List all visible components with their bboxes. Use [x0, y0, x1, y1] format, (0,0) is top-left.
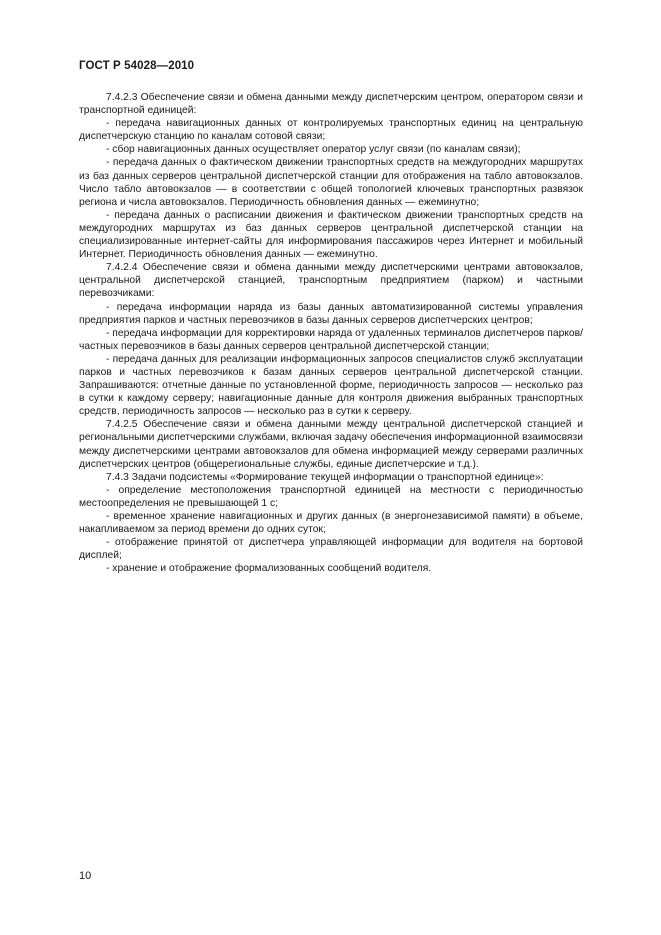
list-item: - передача информации наряда из базы данных автоматизированной системы управления предприятия парков и частных перевозчиков в базы данных серверов диспетчерских центров;: [79, 301, 583, 326]
list-item: - передача данных для реализации информационных запросов специалистов служб эксплуатации парков и частных перевозчиков к базам данных серверов центральной диспетчерской станции. Запрашиваются: отчетные данные по установленной форме, периодичность запросов — несколько раз в сутки к каждому серверу; навигационные данные для контроля движения выбранных транспортных средств, периодичность запросов — несколько раз в сутки к серверу.: [79, 353, 583, 418]
list-item: - отображение принятой от диспетчера управляющей информации для водителя на бортовой дисплей;: [79, 537, 583, 562]
list-item: - передача навигационных данных от контролируемых транспортных единиц на центральную диспетчерскую станцию по каналам сотовой связи;: [79, 118, 583, 143]
list-item: - временное хранение навигационных и других данных (в энергонезависимой памяти) в объеме, накапливаемом за период времени до одних суток;: [79, 511, 583, 536]
section-7-4-2-5-paragraph: 7.4.2.5 Обеспечение связи и обмена данными между центральной диспетчерской станцией и региональными диспетчерскими службами, включая задачу обеспечения информационной взаимосвязи между диспетчерскими центрами автовокзалов для обмена информацией между серверами различных диспетчерских центров (общерегиональные службы, единые диспетчерские и т.д.).: [79, 419, 583, 470]
list-item: - передача информации для корректировки наряда от удаленных терминалов диспетчеров парков/частных перевозчиков в базы данных серверов центральной диспетчерской станции;: [79, 327, 583, 352]
list-item: - передача данных о фактическом движении транспортных средств на междугородних маршрутах из баз данных серверов центральной диспетчерской станции для отображения на табло автовокзалов. Число табло автовокзалов — в соответствии с общей топологией ключевых транспортных развязок региона и числа автовокзалов. Периодичность обновления данных — ежеминутно;: [79, 157, 583, 208]
section-7-4-2-4-heading: 7.4.2.4 Обеспечение связи и обмена данными между диспетчерскими центрами автовокзалов, центральной диспетчерской станцией, транспортным предприятием (парком) и частными перевозчиками:: [79, 262, 583, 300]
list-item: - передача данных о расписании движения и фактическом движении транспортных средств на междугородних маршрутах из баз данных серверов центральной диспетчерской станции на специализированные интернет-сайты для информирования пассажиров через Интернет и мобильный Интернет. Периодичность обновления данных — ежеминутно.: [79, 209, 583, 261]
list-item: - сбор навигационных данных осуществляет оператор услуг связи (по каналам связи);: [106, 144, 521, 156]
page-number: 10: [79, 870, 92, 882]
list-item: - определение местоположения транспортной единицей на местности с периодичностью местоопределения не превышающей 1 с;: [79, 484, 583, 509]
document-body: [79, 91, 583, 575]
document-header: ГОСТ Р 54028—2010: [79, 60, 195, 72]
list-item: - хранение и отображение формализованных сообщений водителя.: [106, 563, 432, 575]
section-7-4-3-heading: 7.4.3 Задачи подсистемы «Формирование текущей информации о транспортной единице»:: [106, 471, 544, 483]
section-7-4-2-3-heading: 7.4.2.3 Обеспечение связи и обмена данными между диспетчерским центром, оператором связи и транспортной единицей:: [79, 92, 583, 117]
